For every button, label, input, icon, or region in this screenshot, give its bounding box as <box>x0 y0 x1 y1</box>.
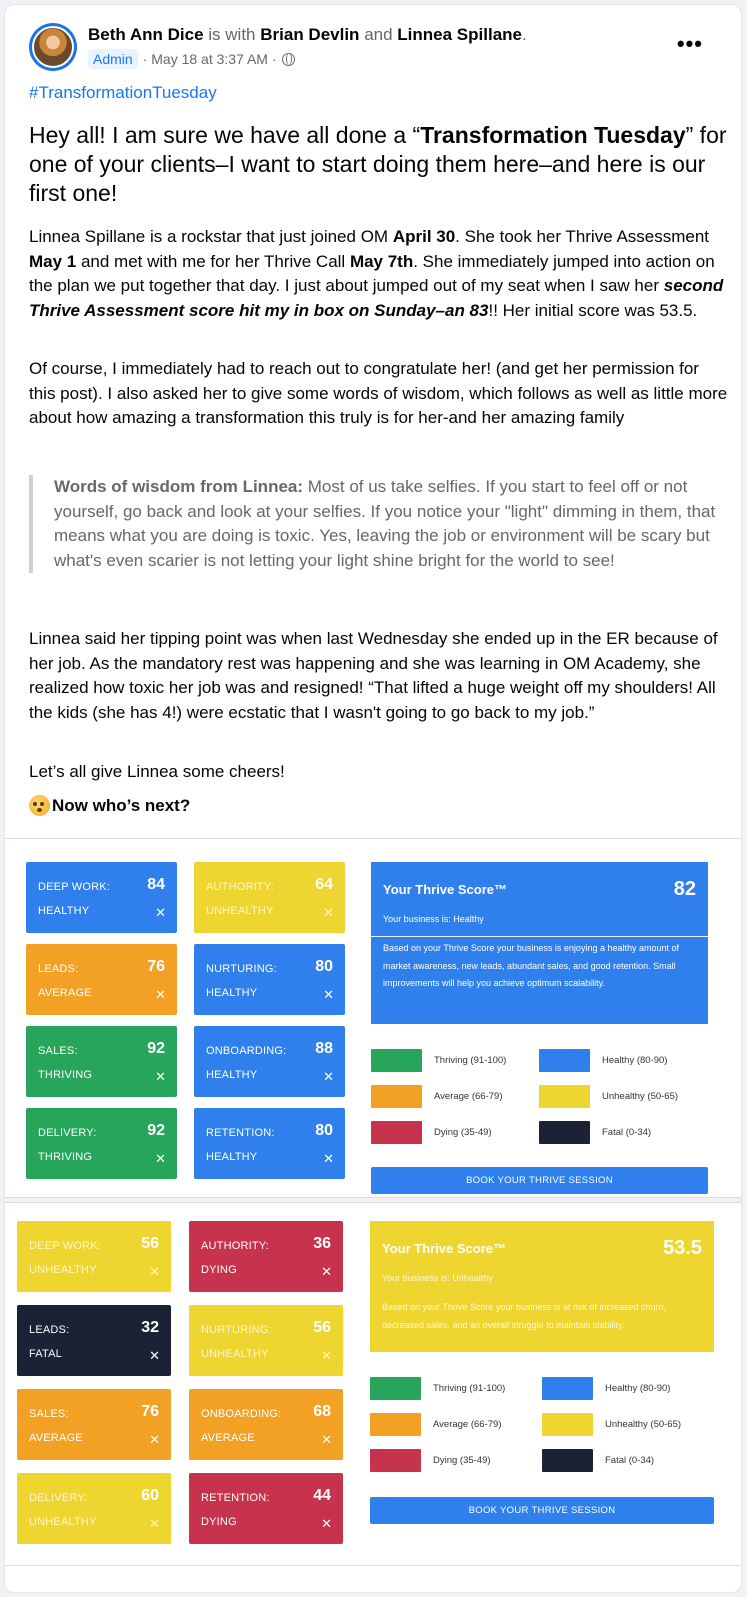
tile-score: 80 <box>315 958 333 975</box>
tile-status: HEALTHY <box>206 987 258 999</box>
tagged-user-1[interactable]: Brian Devlin <box>260 25 360 44</box>
legend-item <box>370 1449 491 1472</box>
legend-label: Fatal (0-34) <box>605 1455 655 1466</box>
tools-icon: ✕ <box>323 905 334 920</box>
more-options-icon[interactable]: ••• <box>676 31 703 56</box>
tile-score: 36 <box>313 1235 331 1252</box>
tile-label: LEADS: <box>29 1324 70 1336</box>
legend-swatch <box>539 1049 590 1072</box>
legend-item <box>539 1121 651 1144</box>
tile-status: UNHEALTHY <box>201 1348 269 1360</box>
tile-label: SALES: <box>29 1408 69 1420</box>
legend-item <box>539 1049 667 1072</box>
book-thrive-session-button[interactable]: BOOK YOUR THRIVE SESSION <box>370 1497 714 1524</box>
summary-rule <box>371 936 708 937</box>
tile-status: UNHEALTHY <box>29 1516 97 1528</box>
tile-score: 76 <box>147 958 165 975</box>
paragraph-2: Of course, I immediately had to reach out to congratulate her! (and get her permission for this post). I also asked her to give some words of wisdom, which follows as well as little more about how amazing a transformation this truly is for her-and her amazing family <box>29 359 728 427</box>
post-intro <box>29 121 729 208</box>
legend-swatch <box>371 1121 422 1144</box>
tile-label: DELIVERY: <box>38 1127 97 1139</box>
score-tile <box>189 1221 343 1292</box>
tile-status: FATAL <box>29 1348 62 1360</box>
tools-icon: ✕ <box>323 1151 334 1166</box>
legend-label: Dying (35-49) <box>433 1455 491 1466</box>
score-tile <box>194 862 345 933</box>
legend-item <box>371 1121 492 1144</box>
legend-swatch <box>542 1413 593 1436</box>
summary-title: Your Thrive Score™ <box>382 1241 507 1256</box>
legend-label: Thriving (91-100) <box>434 1055 507 1066</box>
tile-status: THRIVING <box>38 1069 93 1081</box>
tile-score: 80 <box>315 1122 333 1139</box>
tile-score: 32 <box>141 1319 159 1336</box>
legend-item <box>371 1085 502 1108</box>
tools-icon: ✕ <box>149 1264 160 1279</box>
intro-bold: Transformation Tuesday <box>420 122 686 148</box>
tile-score: 64 <box>315 876 333 893</box>
tile-status: DYING <box>201 1264 237 1276</box>
quote-text: Most of us take selfies. If you start to feel off or not yourself, go back and look at your selfies. If you notice your "light" dimming in them, that means what you are doing is toxic. Yes, leaving the job or environment will be scary but what's even scarier is not letting your light shine bright for the world to see! <box>54 477 716 570</box>
tools-icon: ✕ <box>321 1516 332 1531</box>
p1-text: and met with me for her Thrive Call <box>76 251 350 271</box>
tools-icon: ✕ <box>155 1151 166 1166</box>
summary-description: Based on your Thrive Score your business is at risk of increased churn, decreased sales, and an overall struggle to maintain stability. <box>382 1302 666 1330</box>
paragraph-1 <box>29 225 729 323</box>
p1-text: . She took her Thrive Assessment <box>455 227 710 246</box>
tools-icon: ✕ <box>321 1348 332 1363</box>
legend-swatch <box>539 1085 590 1108</box>
tile-status: UNHEALTHY <box>29 1264 97 1276</box>
p1-date-joined: April 30 <box>392 227 456 246</box>
score-tile <box>189 1389 343 1460</box>
hashtag-link[interactable]: #TransformationTuesday <box>29 83 217 102</box>
tools-icon: ✕ <box>323 987 334 1002</box>
tile-score: 76 <box>141 1403 159 1420</box>
tile-label: ONBOARDING: <box>206 1045 287 1057</box>
tile-status: AVERAGE <box>29 1432 83 1444</box>
tile-score: 44 <box>313 1487 331 1504</box>
legend-swatch <box>542 1377 593 1400</box>
period: . <box>522 25 527 44</box>
score-tile <box>26 1026 177 1097</box>
post-card <box>4 4 742 1593</box>
tile-label: RETENTION: <box>206 1127 275 1139</box>
with-text: is with <box>208 25 256 44</box>
legend-item <box>370 1377 505 1400</box>
paragraph-3: Linnea said her tipping point was when last Wednesday she ended up in the ER because of her job. As the mandatory rest was happening and she was learning in OM Academy, she realized how toxic her job was and resigned! “That lifted a huge weight off my shoulders! All the kids (she has 4!) were ecstatic that I wasn't going to go back to my job.” <box>29 629 718 722</box>
score-tile <box>17 1389 171 1460</box>
tile-score: 88 <box>315 1040 333 1057</box>
face-with-monocle-icon <box>29 795 50 816</box>
thrive-score-summary <box>371 862 708 1024</box>
tile-status: HEALTHY <box>206 1069 258 1081</box>
legend-swatch <box>371 1049 422 1072</box>
tools-icon: ✕ <box>155 905 166 920</box>
and-text: and <box>364 25 393 44</box>
score-tile <box>26 944 177 1015</box>
closing-text: Now who’s next? <box>52 795 191 815</box>
globe-icon <box>282 53 295 66</box>
tile-label: AUTHORITY: <box>201 1240 270 1252</box>
legend-label: Thriving (91-100) <box>433 1383 506 1394</box>
tile-label: DEEP WORK: <box>29 1240 102 1252</box>
legend-item <box>371 1049 506 1072</box>
p1-text: . She immediately jumped into action on the plan we put together that day. I just about jumped out of my seat when I saw her <box>29 251 715 295</box>
closing-line <box>29 795 190 816</box>
legend-swatch <box>542 1449 593 1472</box>
tile-score: 60 <box>141 1487 159 1504</box>
post-timestamp[interactable]: · May 18 at 3:37 AM · <box>142 51 277 67</box>
legend-swatch <box>370 1377 421 1400</box>
score-tile <box>26 862 177 933</box>
tile-label: LEADS: <box>38 963 79 975</box>
avatar-photo <box>32 26 74 68</box>
legend-label: Fatal (0-34) <box>602 1127 652 1138</box>
tile-status: AVERAGE <box>201 1432 255 1444</box>
score-tile <box>189 1473 343 1544</box>
score-tile <box>194 1108 345 1179</box>
post-header <box>88 25 527 45</box>
tile-score: 68 <box>313 1403 331 1420</box>
post-meta <box>88 49 295 69</box>
tile-label: AUTHORITY: <box>206 881 275 893</box>
divider-bottom <box>5 1565 741 1566</box>
legend-item <box>542 1449 654 1472</box>
p1-text: Linnea Spillane is a rockstar that just joined OM <box>29 227 393 246</box>
tile-label: NURTURING: <box>201 1324 272 1336</box>
tile-status: DYING <box>201 1516 237 1528</box>
wisdom-quote <box>29 475 719 573</box>
p1-date-call: May 7th <box>349 251 414 271</box>
score-tile <box>26 1108 177 1179</box>
legend-label: Average (66-79) <box>434 1091 503 1102</box>
book-thrive-session-button[interactable]: BOOK YOUR THRIVE SESSION <box>371 1167 708 1194</box>
tools-icon: ✕ <box>323 1069 334 1084</box>
tools-icon: ✕ <box>155 1069 166 1084</box>
score-tile <box>194 1026 345 1097</box>
tile-label: SALES: <box>38 1045 78 1057</box>
tile-label: DEEP WORK: <box>38 881 111 893</box>
score-tile <box>17 1221 171 1292</box>
tile-score: 56 <box>141 1235 159 1252</box>
score-tile <box>17 1305 171 1376</box>
p1-highlight: second Thrive Assessment score hit my in box on Sunday–an 83 <box>29 276 724 320</box>
legend-label: Average (66-79) <box>433 1419 502 1430</box>
author-avatar[interactable] <box>29 23 77 71</box>
tile-status: HEALTHY <box>206 1151 258 1163</box>
legend-swatch <box>370 1449 421 1472</box>
tools-icon: ✕ <box>155 987 166 1002</box>
divider <box>5 838 741 839</box>
legend-item <box>370 1413 501 1436</box>
legend-swatch <box>370 1413 421 1436</box>
legend-swatch <box>539 1121 590 1144</box>
tools-icon: ✕ <box>149 1432 160 1447</box>
tile-score: 84 <box>147 876 165 893</box>
quote-label: Words of wisdom from Linnea: <box>54 477 304 496</box>
legend-item <box>539 1085 678 1108</box>
p1-text: !! Her initial score was 53.5. <box>488 300 698 320</box>
summary-description: Based on your Thrive Score your business is enjoying a healthy amount of market awareness, new leads, abundant sales, and good retention. Small improvements will help you achieve optimum scalability. <box>383 943 680 988</box>
tile-label: ONBOARDING: <box>201 1408 282 1420</box>
tile-label: DELIVERY: <box>29 1492 88 1504</box>
tile-label: RETENTION: <box>201 1492 270 1504</box>
tile-status: THRIVING <box>38 1151 93 1163</box>
tile-status: HEALTHY <box>38 905 90 917</box>
tile-score: 56 <box>313 1319 331 1336</box>
tools-icon: ✕ <box>321 1264 332 1279</box>
summary-title: Your Thrive Score™ <box>383 882 508 897</box>
tools-icon: ✕ <box>149 1348 160 1363</box>
intro-text: Hey all! I am sure we have all done a “ <box>29 122 421 148</box>
summary-status: Your business is: Healthy <box>383 914 484 924</box>
legend-item <box>542 1377 670 1400</box>
legend-swatch <box>371 1085 422 1108</box>
legend-label: Healthy (80-90) <box>605 1383 671 1394</box>
tile-score: 92 <box>147 1122 165 1139</box>
tile-status: UNHEALTHY <box>206 905 274 917</box>
legend-label: Unhealthy (50-65) <box>605 1419 682 1430</box>
tools-icon: ✕ <box>149 1516 160 1531</box>
summary-score: 53.5 <box>663 1237 702 1259</box>
paragraph-4: Let’s all give Linnea some cheers! <box>29 762 285 781</box>
p1-date-assessment: May 1 <box>29 251 77 271</box>
thrive-score-summary <box>370 1221 714 1352</box>
legend-label: Unhealthy (50-65) <box>602 1091 679 1102</box>
legend-label: Dying (35-49) <box>434 1127 492 1138</box>
score-tile <box>17 1473 171 1544</box>
tile-score: 92 <box>147 1040 165 1057</box>
tile-label: NURTURING: <box>206 963 277 975</box>
legend-label: Healthy (80-90) <box>602 1055 668 1066</box>
tagged-user-2[interactable]: Linnea Spillane <box>397 25 522 44</box>
author-name[interactable]: Beth Ann Dice <box>88 25 204 44</box>
tools-icon: ✕ <box>321 1432 332 1447</box>
summary-status: Your business is: Unhealthy <box>382 1273 493 1283</box>
tile-status: AVERAGE <box>38 987 92 999</box>
intro-text-end: ” for one of your clients–I want to start doing them here–and here is our first one! <box>29 122 727 206</box>
image-divider <box>5 1197 741 1203</box>
admin-badge: Admin <box>88 49 138 69</box>
score-tile <box>194 944 345 1015</box>
score-tile <box>189 1305 343 1376</box>
summary-score: 82 <box>673 878 696 900</box>
legend-item <box>542 1413 681 1436</box>
